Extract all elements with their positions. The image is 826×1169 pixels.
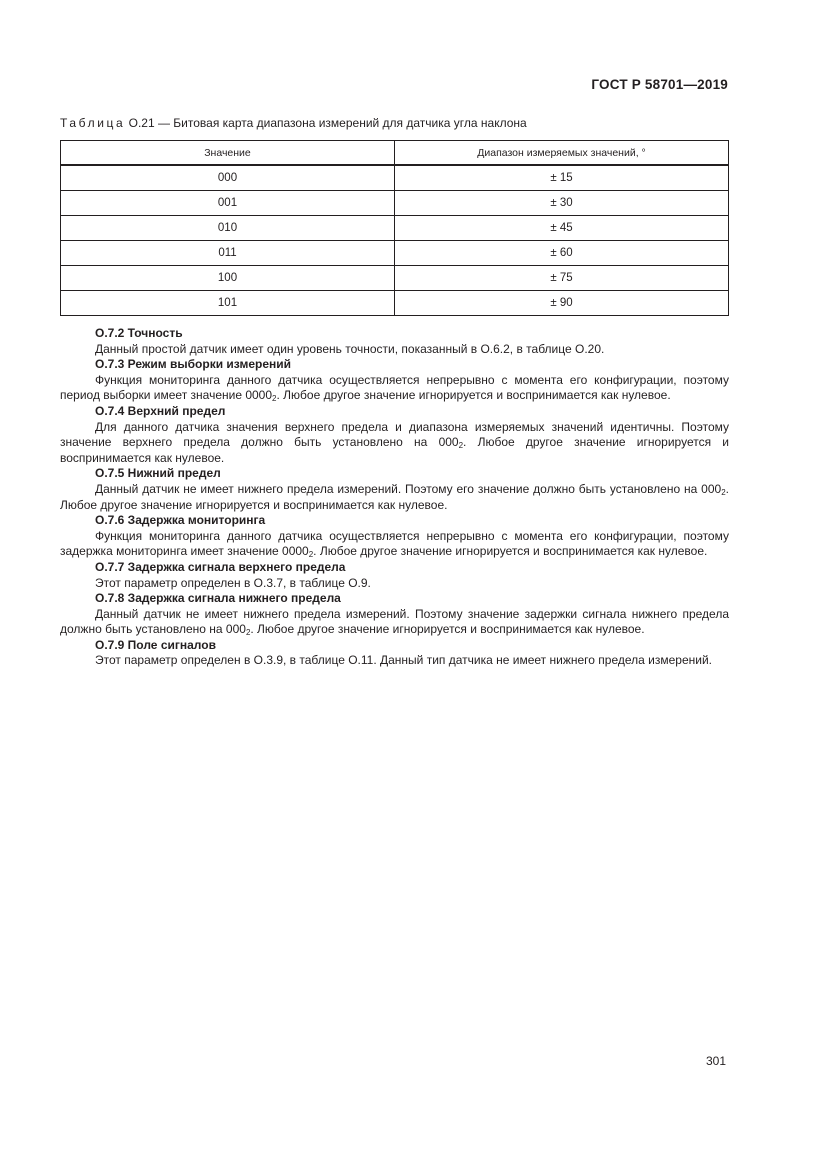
column-header-range: Диапазон измеряемых значений, ° (395, 141, 729, 166)
column-header-value: Значение (61, 141, 395, 166)
cell-range: ± 75 (395, 266, 729, 291)
cell-range: ± 30 (395, 191, 729, 216)
table-caption-text: — Битовая карта диапазона измерений для датчика угла наклона (154, 116, 527, 130)
table-header-row (61, 141, 729, 166)
cell-value: 000 (61, 165, 395, 191)
table-row (61, 241, 729, 266)
section-heading: О.7.3 Режим выборки измерений (95, 357, 292, 372)
table-row (61, 291, 729, 316)
section-heading: О.7.2 Точность (95, 326, 183, 340)
table-caption-prefix: Таблица (60, 116, 126, 130)
document-body (60, 326, 729, 669)
cell-value: 011 (61, 241, 395, 266)
document-id-header: ГОСТ Р 58701—2019 (591, 77, 728, 92)
cell-range: ± 15 (395, 165, 729, 191)
section-heading: О.7.9 Поле сигналов (95, 637, 216, 652)
table-caption (60, 116, 527, 130)
table-row (61, 216, 729, 241)
cell-value: 001 (61, 191, 395, 216)
table-row (61, 165, 729, 191)
section-heading: О.7.8 Задержка сигнала нижнего предела (95, 591, 341, 606)
cell-range: ± 90 (395, 291, 729, 316)
section-paragraph: Данный датчик не имеет нижнего предела измерений. Поэтому его значение должно быть установлено на $000_2$. Любое другое значение игнорируется и воспринимается как нулевое. (60, 481, 729, 512)
section-paragraph: Этот параметр определен в О.3.9, в таблице О.11. Данный тип датчика не имеет нижнего предела измерений. (95, 653, 712, 668)
bitmap-range-table (60, 140, 729, 316)
cell-range: ± 45 (395, 216, 729, 241)
section-paragraph: Функция мониторинга данного датчика осуществляется непрерывно с момента его конфигурации, поэтому задержка мониторинга имеет значение $0000_2$. Любое другое значение игнорируется и воспринимается как нулевое. (60, 528, 729, 560)
table-row (61, 266, 729, 291)
cell-range: ± 60 (395, 241, 729, 266)
cell-value: 101 (61, 291, 395, 316)
section-paragraph: Функция мониторинга данного датчика осуществляется непрерывно с момента его конфигурации, поэтому период выборки имеет значение $0000_2$. Любое другое значение игнорируется и воспринимается как нулевое. (60, 372, 729, 404)
section-paragraph: Данный простой датчик имеет один уровень точности, показанный в О.6.2, в таблице О.20. (95, 341, 605, 356)
cell-value: 010 (61, 216, 395, 241)
section-paragraph: Для данного датчика значения верхнего предела и диапазона измеряемых значений идентичны. Поэтому значение верхнего предела должно быть установлено на $000_2$. Любое другое значение игнорируется и воспринимается как нулевое. (60, 419, 729, 465)
section-heading: О.7.7 Задержка сигнала верхнего предела (95, 559, 346, 574)
table-row (61, 191, 729, 216)
section-heading: О.7.6 Задержка мониторинга (95, 513, 266, 528)
section-heading: О.7.4 Верхний предел (95, 403, 226, 418)
section-paragraph: Данный датчик не имеет нижнего предела измерений. Поэтому значение задержки сигнала нижнего предела должно быть установлено на $000_2$. Любое другое значение игнорируется и воспринимается как нулевое. (60, 606, 729, 638)
page-number: 301 (705, 1054, 726, 1068)
table-caption-number: О.21 (128, 116, 155, 130)
section-paragraph: Этот параметр определен в О.3.7, в таблице О.9. (95, 575, 371, 590)
cell-value: 100 (61, 266, 395, 291)
section-heading: О.7.5 Нижний предел (95, 466, 221, 481)
